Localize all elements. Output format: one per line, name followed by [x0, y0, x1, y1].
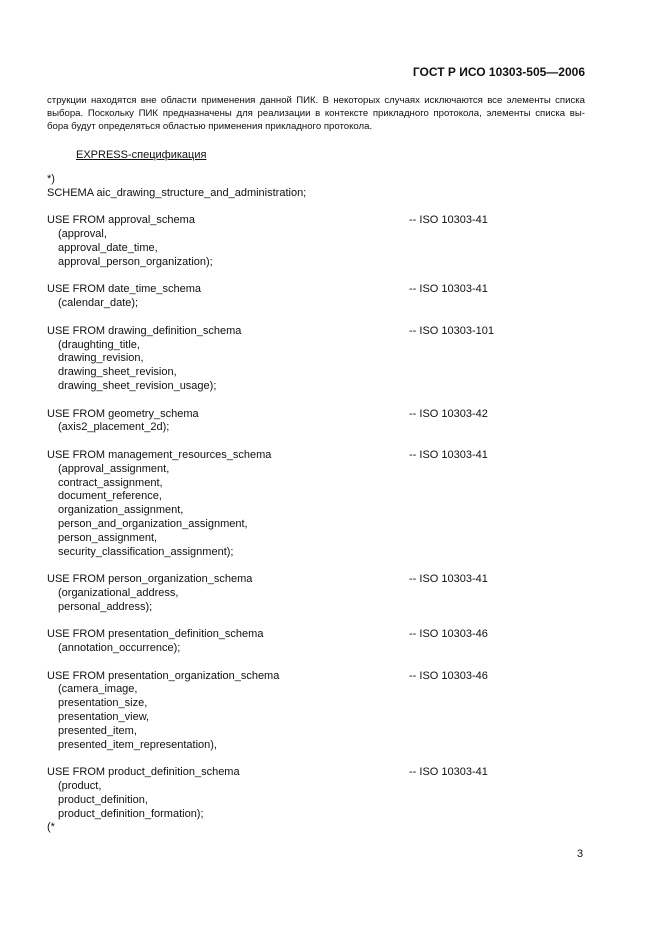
entity-name: (annotation_occurrence);	[58, 642, 181, 655]
use-from-line	[47, 283, 607, 297]
use-from-statement: USE FROM management_resources_schema	[47, 448, 272, 461]
entity-list-line	[47, 242, 607, 256]
entity-list-line	[47, 725, 607, 739]
use-from-line	[47, 628, 607, 642]
entity-name: (axis2_placement_2d);	[58, 421, 170, 434]
entity-list-line	[47, 739, 607, 753]
entity-list-line	[47, 504, 607, 518]
code-line: (*	[47, 821, 55, 834]
iso-reference-comment: -- ISO 10303-42	[409, 407, 488, 420]
entity-name: presented_item,	[58, 724, 137, 737]
use-from-statement: USE FROM geometry_schema	[47, 407, 199, 420]
entity-list-line	[47, 794, 607, 808]
use-from-line	[47, 766, 607, 780]
use-from-line	[47, 214, 607, 228]
page-number: 3	[577, 848, 584, 860]
use-from-statement: USE FROM person_organization_schema	[47, 573, 253, 586]
entity-name: person_and_organization_assignment,	[58, 517, 248, 530]
entity-name: presentation_size,	[58, 697, 148, 710]
entity-name: document_reference,	[58, 490, 162, 503]
entity-list-line	[47, 463, 607, 477]
entity-list-line	[47, 532, 607, 546]
entity-name: product_definition,	[58, 793, 148, 806]
iso-reference-comment: -- ISO 10303-41	[409, 766, 488, 779]
entity-name: presentation_view,	[58, 711, 150, 724]
entity-list-line	[47, 366, 607, 380]
use-from-statement: USE FROM presentation_definition_schema	[47, 628, 264, 641]
iso-reference-comment: -- ISO 10303-41	[409, 448, 488, 461]
entity-list-line	[47, 808, 607, 822]
blank-line	[47, 394, 607, 408]
blank-line	[47, 311, 607, 325]
iso-reference-comment: -- ISO 10303-46	[409, 628, 488, 641]
entity-list-line	[47, 518, 607, 532]
entity-name: organization_assignment,	[58, 504, 184, 517]
entity-name: (approval_assignment,	[58, 462, 170, 475]
entity-list-line	[47, 477, 607, 491]
blank-line	[47, 270, 607, 284]
entity-name: drawing_sheet_revision_usage);	[58, 379, 217, 392]
blank-line	[47, 201, 607, 215]
entity-list-line	[47, 297, 607, 311]
entity-name: security_classification_assignment);	[58, 545, 234, 558]
entity-list-line	[47, 421, 607, 435]
use-from-line	[47, 408, 607, 422]
entity-list-line	[47, 546, 607, 560]
entity-name: (product,	[58, 780, 102, 793]
use-from-statement: USE FROM drawing_definition_schema	[47, 324, 242, 337]
intro-line: бора будут определяться областью применения прикладного протокола.	[47, 121, 373, 132]
entity-list-line	[47, 228, 607, 242]
blank-line	[47, 615, 607, 629]
blank-line	[47, 435, 607, 449]
section-title: EXPRESS-спецификация	[76, 149, 207, 161]
entity-name: contract_assignment,	[58, 476, 163, 489]
iso-reference-comment: -- ISO 10303-41	[409, 214, 488, 227]
code-line: *)	[47, 173, 55, 185]
use-from-statement: USE FROM presentation_organization_schema	[47, 669, 280, 682]
entity-name: (approval,	[58, 228, 107, 241]
entity-name: drawing_sheet_revision,	[58, 366, 177, 379]
entity-list-line	[47, 780, 607, 794]
express-code	[47, 173, 607, 835]
intro-line: выбора. Поскольку ПИК предназначены для реализации в контексте прикладного протокола, элементы списка вы-	[47, 108, 585, 119]
entity-name: product_definition_formation);	[58, 807, 204, 820]
entity-name: (organizational_address,	[58, 586, 179, 599]
entity-name: person_assignment,	[58, 531, 158, 544]
entity-list-line	[47, 256, 607, 270]
entity-name: approval_person_organization);	[58, 255, 213, 268]
blank-line	[47, 559, 607, 573]
entity-name: (camera_image,	[58, 683, 138, 696]
entity-list-line	[47, 697, 607, 711]
use-from-line	[47, 449, 607, 463]
use-from-statement: USE FROM product_definition_schema	[47, 766, 240, 779]
entity-list-line	[47, 601, 607, 615]
entity-list-line	[47, 642, 607, 656]
schema-declaration: SCHEMA aic_drawing_structure_and_administration;	[47, 186, 307, 199]
intro-paragraph	[47, 94, 585, 133]
entity-name: presented_item_representation),	[58, 738, 217, 751]
iso-reference-comment: -- ISO 10303-41	[409, 283, 488, 296]
entity-name: approval_date_time,	[58, 241, 158, 254]
use-from-statement: USE FROM approval_schema	[47, 214, 195, 227]
entity-list-line	[47, 587, 607, 601]
iso-reference-comment: -- ISO 10303-101	[409, 324, 494, 337]
iso-reference-comment: -- ISO 10303-41	[409, 573, 488, 586]
entity-list-line	[47, 380, 607, 394]
entity-list-line	[47, 711, 607, 725]
intro-line: струкции находятся вне области применения данной ПИК. В некоторых случаях исключаются все элементы списка	[47, 95, 585, 106]
entity-name: personal_address);	[58, 600, 153, 613]
iso-reference-comment: -- ISO 10303-46	[409, 669, 488, 682]
use-from-line	[47, 670, 607, 684]
entity-list-line	[47, 352, 607, 366]
entity-name: (calendar_date);	[58, 297, 139, 310]
blank-line	[47, 752, 607, 766]
blank-line	[47, 656, 607, 670]
document-header-id: ГОСТ Р ИСО 10303-505—2006	[412, 65, 585, 79]
entity-list-line	[47, 339, 607, 353]
entity-name: drawing_revision,	[58, 352, 144, 365]
use-from-line	[47, 325, 607, 339]
entity-list-line	[47, 490, 607, 504]
use-from-line	[47, 573, 607, 587]
entity-name: (draughting_title,	[58, 338, 140, 351]
use-from-statement: USE FROM date_time_schema	[47, 283, 202, 296]
entity-list-line	[47, 683, 607, 697]
